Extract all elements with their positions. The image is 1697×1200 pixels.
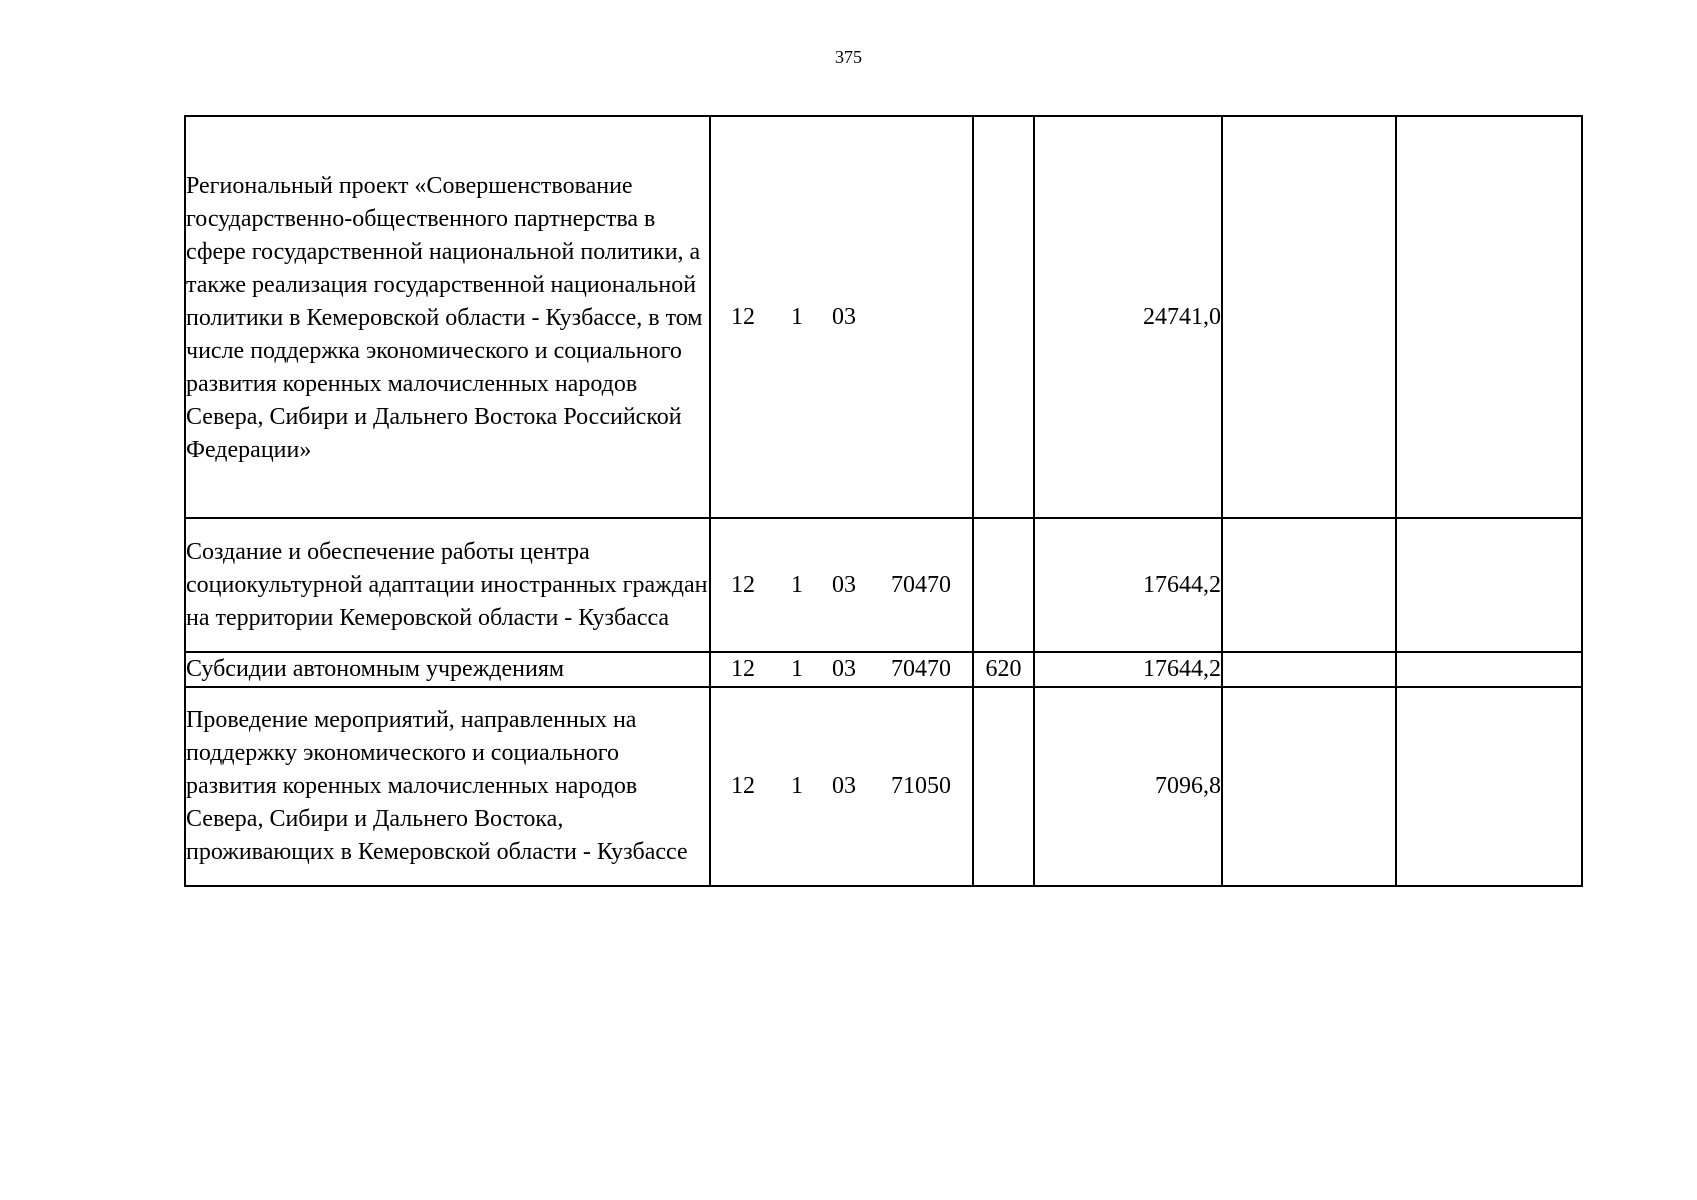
row-codes: [710, 116, 973, 518]
code-program: 12: [731, 656, 755, 682]
code-direction: 70470: [891, 571, 951, 598]
empty-cell: [1222, 518, 1396, 652]
amount: 17644,2: [1034, 518, 1222, 652]
empty-cell: [1222, 116, 1396, 518]
empty-cell: [1222, 652, 1396, 687]
code-event: 03: [832, 571, 856, 598]
code-subprogram: 1: [791, 303, 803, 330]
row-name: Региональный проект «Совершенствование государственно-общественного партнерства в сфере государственной национальной политики, а также реализация государственной национальной политики в Кемеровской области - Кузбассе, в том числе поддержка экономического и социального развития коренных малочисленных народов Севера, Сибири и Дальнего Востока Российской Федерации»: [185, 116, 710, 518]
code-subprogram: 1: [791, 571, 803, 598]
row-name: Субсидии автономным учреждениям: [185, 652, 710, 687]
code-subprogram: 1: [791, 773, 803, 799]
row-codes: [710, 687, 973, 886]
row-codes: [710, 652, 973, 687]
code-direction: 71050: [891, 773, 951, 799]
empty-cell: [1222, 687, 1396, 886]
table-row: [185, 687, 1582, 886]
table-row: [185, 652, 1582, 687]
code-program: 12: [731, 303, 755, 330]
code-program: 12: [731, 773, 755, 799]
code-direction: 70470: [891, 656, 951, 682]
empty-cell: [1396, 116, 1582, 518]
code-event: 03: [832, 773, 856, 799]
expense-type: [973, 687, 1034, 886]
row-name: Проведение мероприятий, направленных на поддержку экономического и социального развития коренных малочисленных народов Севера, Сибири и Дальнего Востока, проживающих в Кемеровской области - Кузбассе: [185, 687, 710, 886]
amount: 24741,0: [1034, 116, 1222, 518]
empty-cell: [1396, 687, 1582, 886]
expense-type: 620: [973, 652, 1034, 687]
code-event: 03: [832, 303, 856, 330]
amount: 7096,8: [1034, 687, 1222, 886]
page-number: 375: [835, 47, 862, 67]
amount: 17644,2: [1034, 652, 1222, 687]
empty-cell: [1396, 518, 1582, 652]
row-name: Создание и обеспечение работы центра социокультурной адаптации иностранных граждан на территории Кемеровской области - Кузбасса: [185, 518, 710, 652]
row-codes: [710, 518, 973, 652]
code-subprogram: 1: [791, 656, 803, 682]
table-row: [185, 518, 1582, 652]
table-row: [185, 116, 1582, 518]
expense-type: [973, 116, 1034, 518]
code-program: 12: [731, 571, 755, 598]
empty-cell: [1396, 652, 1582, 687]
code-event: 03: [832, 656, 856, 682]
expense-type: [973, 518, 1034, 652]
budget-table: [184, 115, 1583, 887]
